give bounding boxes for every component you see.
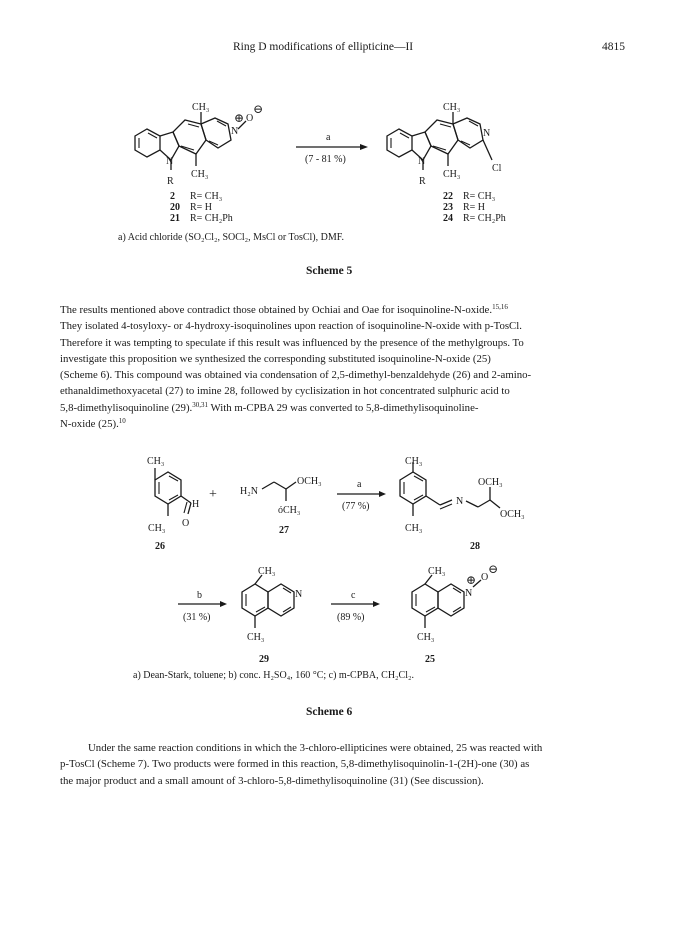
reaction-arrow bbox=[331, 601, 380, 607]
methoxy-label: OCH₃ bbox=[500, 509, 525, 520]
text-line: investigate this proposition we synthesized the corresponding substituted isoquinoline-N-oxide (25) bbox=[60, 352, 491, 365]
oxygen-label: O bbox=[246, 113, 254, 124]
positive-charge-icon: ⊕ bbox=[466, 573, 477, 587]
methyl-label: CH₃ bbox=[147, 456, 165, 467]
body-paragraph-2 bbox=[60, 740, 620, 789]
isoquinoline-29-structure bbox=[242, 575, 294, 628]
text-line: Therefore it was tempting to speculate if this result was influenced by the presence of the methylgroups. To bbox=[60, 336, 524, 349]
chloroellipticine-structure bbox=[387, 112, 492, 170]
yield-label: (31 %) bbox=[183, 612, 211, 623]
compound-number: 28 bbox=[470, 541, 480, 552]
running-title: Ring D modifications of ellipticine—II bbox=[233, 41, 414, 53]
methyl-label: CH₃ bbox=[443, 169, 461, 180]
scheme-5-structures bbox=[0, 0, 680, 270]
text-line: N-oxide (25).$^{10}$ bbox=[60, 417, 126, 431]
oxygen-label: O bbox=[182, 518, 190, 529]
isoquinoline-n-oxide-25-structure bbox=[412, 575, 481, 628]
negative-charge-icon: ⊖ bbox=[488, 562, 499, 576]
nitrogen-label: N bbox=[465, 588, 473, 599]
text-line: (Scheme 6). This compound was obtained via condensation of 2,5-dimethyl-benzaldehyde (26) and 2-amino- bbox=[60, 369, 532, 382]
r-label: R bbox=[167, 176, 174, 187]
nitrogen-label: N bbox=[456, 496, 464, 507]
chlorine-label: Cl bbox=[492, 163, 502, 174]
compound-entry: 24 R= CH₂Ph bbox=[443, 213, 506, 224]
methyl-label: CH₃ bbox=[443, 102, 461, 113]
methoxy-label: OCH₃ bbox=[297, 476, 322, 487]
scheme-6-caption: Scheme 6 bbox=[306, 706, 353, 718]
text-line: p-TosCl (Scheme 7). Two products were formed in this reaction, 5,8-dimethylisoquinolin-1-(2H)-one (30) as bbox=[60, 758, 530, 771]
text-line: 5,8-dimethylisoquinoline (29).$^{30,31}$ With m-CPBA 29 was converted to 5,8-dimethylisoquinoline- bbox=[60, 400, 479, 414]
nitrogen-label: N bbox=[295, 589, 303, 600]
methyl-label: CH₃ bbox=[247, 632, 265, 643]
ellipticine-n-oxide-structure bbox=[135, 112, 246, 170]
methyl-label: CH₃ bbox=[405, 456, 423, 467]
reagent-label: a bbox=[326, 132, 331, 143]
reagent-label: b bbox=[197, 590, 202, 601]
r-label: R bbox=[419, 176, 426, 187]
compound-number: 29 bbox=[259, 654, 269, 665]
nitrogen-label: N bbox=[418, 156, 426, 167]
plus-sign: + bbox=[209, 487, 217, 502]
methyl-label: CH₃ bbox=[417, 632, 435, 643]
hydrogen-label: H bbox=[192, 499, 200, 510]
text-line: Under the same reaction conditions in which the 3-chloro-ellipticines were obtained, 25 was reacted with bbox=[88, 742, 543, 754]
reagent-label: a bbox=[357, 479, 362, 490]
methyl-label: CH₃ bbox=[191, 169, 209, 180]
scheme-5-footnote: a) Acid chloride (SO₂Cl₂, SOCl₂, MsCl or TosCl), DMF. bbox=[118, 232, 345, 243]
text-line: ethanaldimethoxyacetal (27) to imine 28, followed by cyclisization in hot concentrated sulphuric acid to bbox=[60, 385, 510, 398]
compound-number: 27 bbox=[279, 525, 289, 536]
methoxy-label: óCH₃ bbox=[278, 505, 301, 516]
compound-entry: 20 R= H bbox=[170, 202, 213, 213]
text-line: The results mentioned above contradict those obtained by Ochiai and Oae for isoquinoline-N-oxide.$^{15,16}$ bbox=[60, 303, 508, 316]
compound-entry: 21 R= CH₂Ph bbox=[170, 213, 233, 224]
nitrogen-label: N bbox=[166, 156, 174, 167]
reaction-arrow bbox=[178, 601, 227, 607]
negative-charge-icon: ⊖ bbox=[253, 102, 264, 116]
imine-28-structure bbox=[400, 462, 500, 516]
compound-entry: 23 R= H bbox=[443, 202, 486, 213]
page-number: 4815 bbox=[602, 41, 625, 53]
reaction-arrow bbox=[337, 491, 386, 497]
compound-list-left bbox=[170, 191, 233, 224]
methyl-label: CH₃ bbox=[405, 523, 423, 534]
text-line: They isolated 4-tosyloxy- or 4-hydroxy-isoquinolines upon reaction of isoquinoline-N-oxide with p-TosCl. bbox=[60, 320, 522, 333]
methyl-label: CH₃ bbox=[258, 566, 276, 577]
text-line: the major product and a small amount of 3-chloro-5,8-dimethylisoquinoline (31) (See discussion). bbox=[60, 774, 484, 787]
oxygen-label: O bbox=[481, 572, 489, 583]
yield-label: (77 %) bbox=[342, 501, 370, 512]
compound-number: 25 bbox=[425, 654, 435, 665]
nitrogen-label: N bbox=[483, 128, 491, 139]
compound-entry: 2 R= CH₃ bbox=[170, 191, 223, 202]
yield-label: (7 - 81 %) bbox=[305, 154, 346, 165]
amine-label: H₂N bbox=[240, 486, 258, 497]
compound-list-right bbox=[443, 191, 506, 224]
methoxy-label: OCH₃ bbox=[478, 477, 503, 488]
body-paragraph-1 bbox=[60, 302, 620, 432]
aminoacetal-27-structure bbox=[262, 482, 296, 501]
methyl-label: CH₃ bbox=[148, 523, 166, 534]
reagent-label: c bbox=[351, 590, 356, 601]
benzaldehyde-26-structure bbox=[155, 468, 191, 516]
scheme-6-footnote: a) Dean-Stark, toluene; b) conc. H₂SO₄, 160 °C; c) m-CPBA, CH₂Cl₂. bbox=[133, 670, 414, 681]
compound-number: 26 bbox=[155, 541, 165, 552]
positive-charge-icon: ⊕ bbox=[234, 111, 245, 125]
scheme-5-caption: Scheme 5 bbox=[306, 265, 353, 277]
yield-label: (89 %) bbox=[337, 612, 365, 623]
compound-entry: 22 R= CH₃ bbox=[443, 191, 496, 202]
methyl-label: CH₃ bbox=[428, 566, 446, 577]
reaction-arrow bbox=[296, 144, 368, 150]
methyl-label: CH₃ bbox=[192, 102, 210, 113]
nitrogen-label: N bbox=[231, 126, 239, 137]
